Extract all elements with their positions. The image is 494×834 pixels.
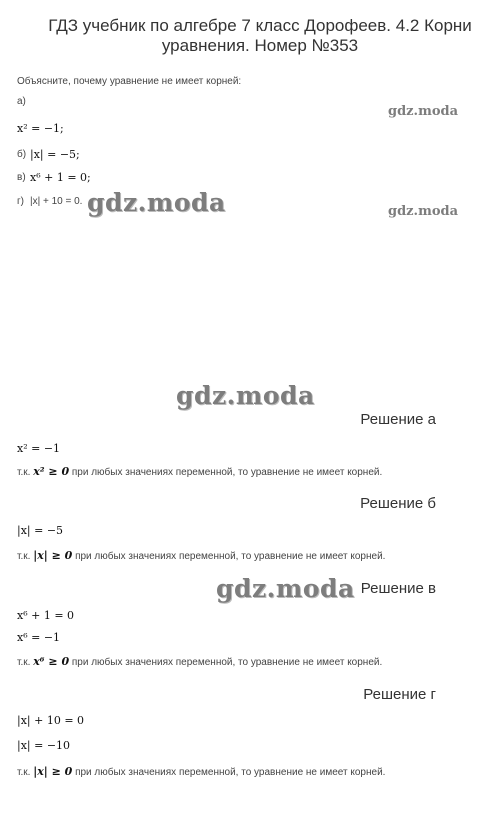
note-prefix: т.к. [17,767,31,778]
task-a-label: а) [17,96,26,107]
task-d-label: г) [17,196,24,207]
page-title [40,16,480,56]
solution-a-heading: Решение а [360,411,436,428]
note-math: x² ≥ 0 [33,465,70,478]
watermark-large-3: gdz.moda [216,574,355,603]
task-prompt: Объясните, почему уравнение не имеет корней: [17,76,242,87]
solution-d-equation-1: |x| + 10 = 0 [17,714,85,727]
solution-d-note [17,765,385,778]
page-title-line-1: ГДЗ учебник по алгебре 7 класс Дорофеев. 4.2 Корни [48,16,472,35]
solution-d-equation-2: |x| = −10 [17,739,71,752]
solution-b-heading: Решение б [360,495,436,512]
task-c-label: в) [17,172,26,183]
solution-c-equation-1: x⁶ + 1 = 0 [17,609,75,622]
note-text: при любых значениях переменной, то уравнение не имеет корней. [71,467,383,478]
note-math: x⁶ ≥ 0 [33,655,70,668]
solution-c-heading: Решение в [360,580,436,597]
note-text: при любых значениях переменной, то уравнение не имеет корней. [75,767,386,778]
solution-c-note [17,655,382,668]
solution-a-equation-1: x² = −1 [17,442,61,455]
note-prefix: т.к. [17,467,31,478]
note-math: |x| ≥ 0 [33,549,73,562]
solution-a-note [17,465,382,478]
solution-b-note [17,549,385,562]
task-c-equation: x⁶ + 1 = 0; [30,171,91,184]
note-prefix: т.к. [17,657,31,668]
watermark-large-2: gdz.moda [176,381,315,410]
solution-d-heading: Решение г [363,686,436,703]
task-a-equation: x² = −1; [17,122,64,135]
watermark-large-1: gdz.moda [87,188,226,217]
task-d-equation: |x| + 10 = 0. [30,196,83,207]
note-math: |x| ≥ 0 [33,765,73,778]
solution-c-equation-2: x⁶ = −1 [17,631,61,644]
watermark-small-2: gdz.moda [388,204,459,219]
watermark-small-1: gdz.moda [388,104,459,119]
note-prefix: т.к. [17,551,31,562]
page-title-line-2: уравнения. Номер №353 [161,36,359,55]
note-text: при любых значениях переменной, то уравнение не имеет корней. [71,657,383,668]
task-b-label: б) [17,149,27,160]
solution-b-equation-1: |x| = −5 [17,524,64,537]
task-b-equation: |x| = −5; [30,148,80,161]
note-text: при любых значениях переменной, то уравнение не имеет корней. [75,551,386,562]
